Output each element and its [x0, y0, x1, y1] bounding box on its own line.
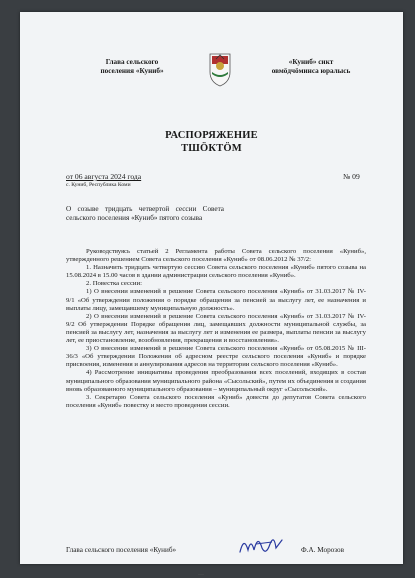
signatory-position: Глава сельского поселения «Куниб»: [66, 546, 177, 554]
issuer-line-2: поселения «Куниб»: [100, 67, 164, 75]
issuer-header-komi: [252, 58, 370, 76]
body-paragraph: 1) О внесении изменений в решение Совета сельского поселения «Куниб» от 31.03.2017 № IV- 9/1 «Об утверждении положения о порядке обращения за пенсией за выслугу лет, ее назначения и выплаты лицу, замещавшему муниципальную должность».: [66, 288, 366, 312]
signatory-name: Ф.А. Морозов: [301, 546, 345, 554]
body-paragraph: 3) О внесении изменений в решение Совета сельского поселения «Куниб» от 05.08.2015 № III-36/3 «Об утверждении Положения об адресном реестре сельского поселения «Куниб» и порядке присвоения, изменения и аннулирования адресов на территории сельского поселения «Куниб».: [66, 345, 366, 369]
document-title: РАСПОРЯЖЕНИЕ: [165, 130, 258, 141]
document-date: от 06 августа 2024 года: [66, 172, 142, 181]
page-footer-mark: —: [198, 572, 204, 578]
document-place: с. Куниб, Республика Коми: [66, 182, 131, 188]
body-paragraph: 2. Повестка сессии:: [86, 280, 142, 288]
document-page: [20, 12, 403, 578]
issuer-komi-line-2: овмӧдчӧминса юралысь: [271, 67, 351, 75]
document-title-komi: ТШӦКТӦМ: [181, 143, 242, 154]
body-paragraph: 4) Рассмотрение инициативы проведения преобразования всех поселений, входящих в состав муниципального образования муниципального района «Сысольский», путем их объединения и создания вновь образованного муниципального образования – муниципальный округ «Сысольский».: [66, 369, 366, 393]
issuer-komi-line-1: «Куниб» сикт: [288, 58, 334, 66]
issuer-header-russian: [88, 58, 176, 76]
document-number: № 09: [343, 172, 360, 181]
document-body: [66, 248, 366, 410]
body-paragraph: 3. Секретарю Совета сельского поселения «Куниб» довести до депутатов Совета сельского поселения «Куниб» повестку и место проведения сессии.: [66, 393, 366, 409]
body-paragraph: 2) О внесении изменений в решение Совета сельского поселения «Куниб» от 31.03.2017 № IV- 9/2 Об утверждении Порядке обращения лиц, замещавших должности муниципальной службы, за пенсией за выслугу лет, назначения за выслугу лет и изменения ее размера, выплаты пенсии за выслугу лет, ее приостановление, возобновления, прекращения и восстановления».: [66, 312, 366, 345]
body-paragraph: Руководствуясь статьей 2 Регламента работы Совета сельского поселения «Куниб», утвержденного решением Совета сельского поселения «Куниб» от 08.06.2012 № 37/2:: [66, 248, 366, 264]
coat-of-arms-emblem: [206, 50, 234, 88]
document-subject: О созыве тридцать четвертой сессии Совета сельского поселения «Куниб» пятого созыва: [66, 205, 224, 222]
body-paragraph: 1. Назначить тридцать четвертую сессию Совета сельского поселения «Куниб» пятого созыва на 15.08.2024 в 15.00 часов в здании администрации сельского поселения «Куниб».: [66, 264, 366, 280]
handwritten-signature: [236, 530, 288, 560]
issuer-line-1: Глава сельского: [105, 58, 159, 66]
